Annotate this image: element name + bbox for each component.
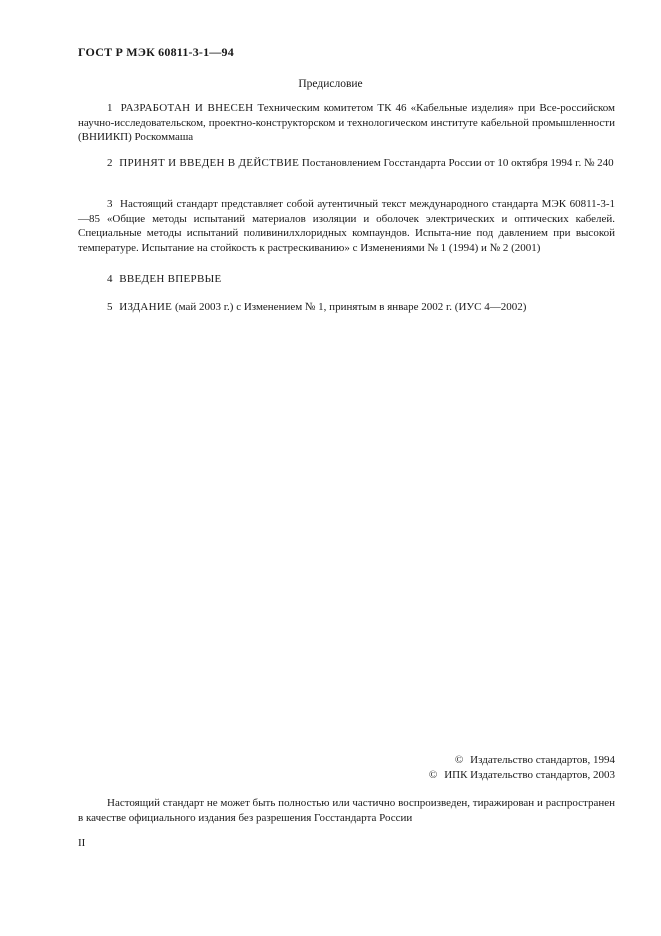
preface-item-lead: ИЗДАНИЕ xyxy=(119,301,173,313)
preface-item-lead: РАЗРАБОТАН И ВНЕСЕН xyxy=(120,102,254,114)
preface-item-number: 5 xyxy=(107,301,113,313)
preface-item-number: 4 xyxy=(107,273,113,285)
preface-item-number: 3 xyxy=(107,198,113,210)
reproduction-notice: Настоящий стандарт не может быть полностью или частично воспроизведен, тиражирован и распространен в качестве официального издания без разрешения Госстандарта России xyxy=(78,797,615,824)
preface-item-lead: ВВЕДЕН ВПЕРВЫЕ xyxy=(119,273,222,285)
preface-item-1 xyxy=(78,101,615,145)
preface-item-5 xyxy=(78,300,615,315)
preface-item-text: (май 2003 г.) с Изменением № 1, принятым в январе 2002 г. (ИУС 4—2002) xyxy=(174,301,527,313)
preface-item-3 xyxy=(78,197,615,255)
preface-item-lead: ПРИНЯТ И ВВЕДЕН В ДЕЙСТВИЕ xyxy=(119,157,300,169)
preface-item-text: Постановлением Госстандарта России от 10 октября 1994 г. № 240 xyxy=(301,157,614,169)
preface-item-2 xyxy=(78,156,615,171)
copyright-block xyxy=(429,753,615,782)
copyright-text: Издательство стандартов, 1994 xyxy=(470,754,615,766)
copyright-icon: © xyxy=(454,754,464,766)
copyright-line-2003 xyxy=(429,768,615,783)
preface-item-4 xyxy=(78,272,615,287)
preface-item-text: Настоящий стандарт представляет собой аутентичный текст международного стандарта МЭК 60811-3-1—85 «Общие методы испытаний материалов изоляции и оболочек электрических и оптических кабелей. Специальные методы испытаний поливинилхлоридных компаундов. Испыта-ние под давлением при высокой температуре. Испытание на стойкость к растрескиванию» с Изменениями № 1 (1994) и № 2 (2001) xyxy=(78,198,616,254)
copyright-icon: © xyxy=(428,768,438,781)
copyright-text: ИПК Издательство стандартов, 2003 xyxy=(444,768,615,781)
preface-item-number: 1 xyxy=(107,102,113,114)
preface-item-number: 2 xyxy=(107,157,113,169)
preface-heading: Предисловие xyxy=(298,78,363,90)
preface-item-text: Техническим комитетом ТК 46 «Кабельные изделия» при Все-российском научно-исследовательском, проектно-конструкторском и технологическом институте кабельной промышленности (ВНИИКП) Роскоммаша xyxy=(78,102,616,144)
copyright-line-1994 xyxy=(429,753,615,768)
document-header-title: ГОСТ Р МЭК 60811-3-1—94 xyxy=(78,45,234,59)
page-number: II xyxy=(78,837,86,849)
